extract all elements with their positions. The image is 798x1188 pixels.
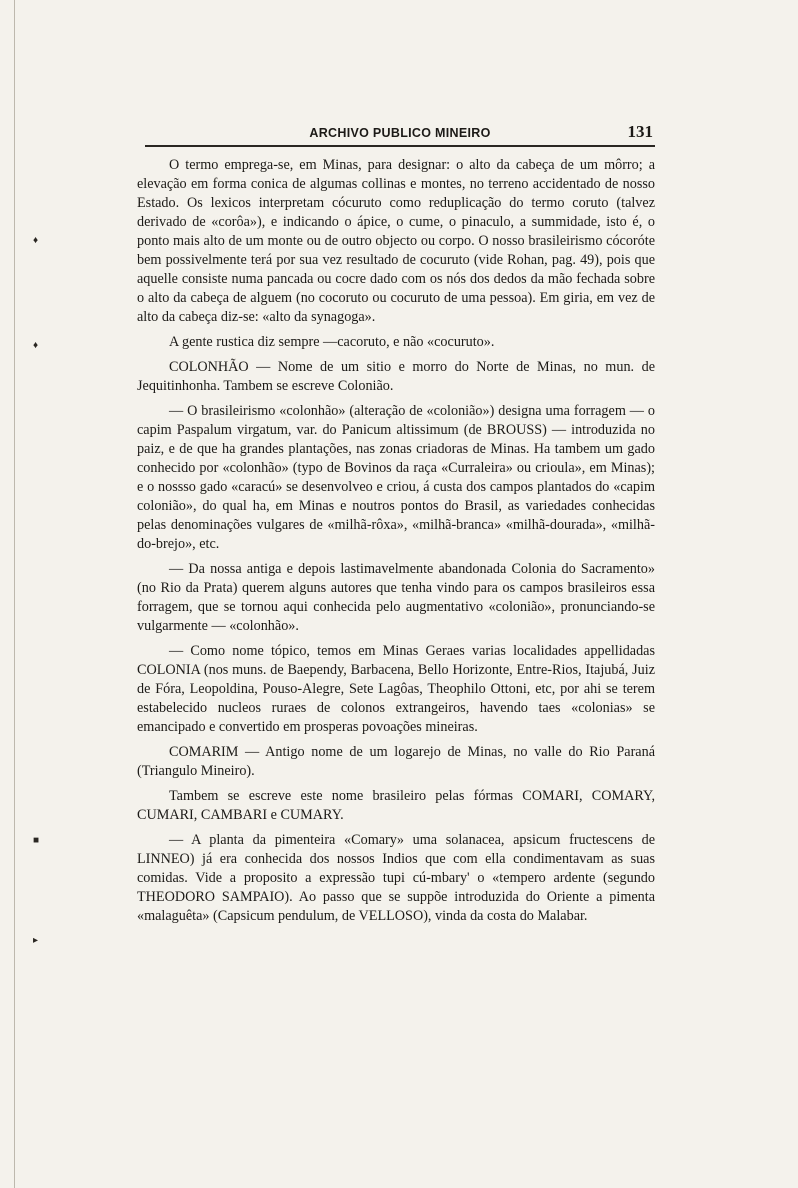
header-rule [145,145,655,147]
page-header [145,122,655,150]
margin-mark: ♦ [33,340,39,351]
paragraph-comari-formas: Tambem se escreve este nome brasileiro pelas fórmas COMARI, COMARY, CUMARI, CAMBARI e CUMARY. [137,788,655,823]
paragraph-cacoruto: A gente rustica diz sempre —cacoruto, e não «cocuruto». [169,334,495,350]
paragraph-cocuruto: O termo emprega-se, em Minas, para designar: o alto da cabeça de um môrro; a elevação em forma conica de algumas collinas e montes, no terreno accidentado de nosso Estado. Os lexicos interpretam cócuruto como reduplicação do termo coruto (talvez derivado de «corôa»), e indicando o ápice, o cume, o pinaculo, a summidade, isto é, o ponto mais alto de um monte ou de outro objecto ou corpo. O nosso brasileirismo cócoróte bem possivelmente terá por sua vez resultado de cocuruto (vide Rohan, pag. 49), pois que aquelle consiste numa pancada ou cocre dado com os nós dos dedos da mão fechada sobre o alto da cabeça de alguem (no cocoruto ou cocuruto de uma pessoa). Em giria, em vez de alto da cabeça diz-se: «alto da synagoga». [137,157,655,325]
paragraph-comarim-entry: COMARIM — Antigo nome de um logarejo de Minas, no valle do Rio Paraná (Triangulo Mineiro). [137,744,655,779]
paragraph-pimenteira: — A planta da pimenteira «Comary» uma solanacea, apsicum fructescens de LINNEO) já era conhecida dos nossos Indios que com ella condimentavam as suas comidas. Vide a proposito a expressão tupi cú-mbary' o «tempero ardente (segundo THEODORO SAMPAIO). Ao passo que se suppõe introduzida do Oriente a pimenta «malaguêta» (Capsicum pendulum, de VELLOSO), vinda da costa do Malabar. [137,832,655,924]
paragraph-colonhao-forragem: — O brasileirismo «colonhão» (alteração de «colonião») designa uma forragem — o capim Paspalum virgatum, var. do Panicum altissimum (de BROUSS) — introduzida no paiz, e de que ha grandes plantações, nas zonas criadoras de Minas. Ha tambem um gado conhecido por «colonhão» (typo de Bovinos da raça «Curraleira» ou crioula», em Minas); e o nossso gado «caracú» se desenvolveo e criou, á custa dos campos plantados do «capim colonião», do qual ha, em Minas e noutros pontos do Brasil, as variedades conhecidas pelas denominações vulgares de «milhã-rôxa», «milhã-branca» «milhã-dourada», «milhã-do-brejo», etc. [137,403,655,552]
paragraph-colonhao-entry: COLONHÃO — Nome de um sitio e morro do Norte de Minas, no mun. de Jequitinhonha. Tambem se escreve Colonião. [137,359,655,394]
margin-mark: ♦ [33,235,39,246]
margin-mark: ■ [33,835,40,846]
page-body [137,156,655,932]
paragraph-colonia-sacramento: — Da nossa antiga e depois lastimavelmente abandonada Colonia do Sacramento» (no Rio da Prata) querem alguns autores que tenha vindo para os campos brasileiros essa forragem, que se tornou aqui conhecida pelo augmentativo «colonião», pronunciando-se vulgarmente — «colonhão». [137,561,655,634]
page-edge-line [14,0,15,1188]
margin-mark: ▸ [33,935,39,946]
paragraph-colonia-topico: — Como nome tópico, temos em Minas Geraes varias localidades appellidadas COLONIA (nos muns. de Baependy, Barbacena, Bello Horizonte, Entre-Rios, Itajubá, Juiz de Fóra, Leopoldina, Pouso-Alegre, Sete Lagôas, Theophilo Ottoni, etc, por ahi se terem estabelecido nucleos ruraes de colonos extrangeiros, havendo taes «colonias» se emancipado e convertido em prosperas povoações mineiras. [137,643,655,735]
running-title: ARCHIVO PUBLICO MINEIRO [309,126,491,140]
page-number: 131 [627,122,653,141]
